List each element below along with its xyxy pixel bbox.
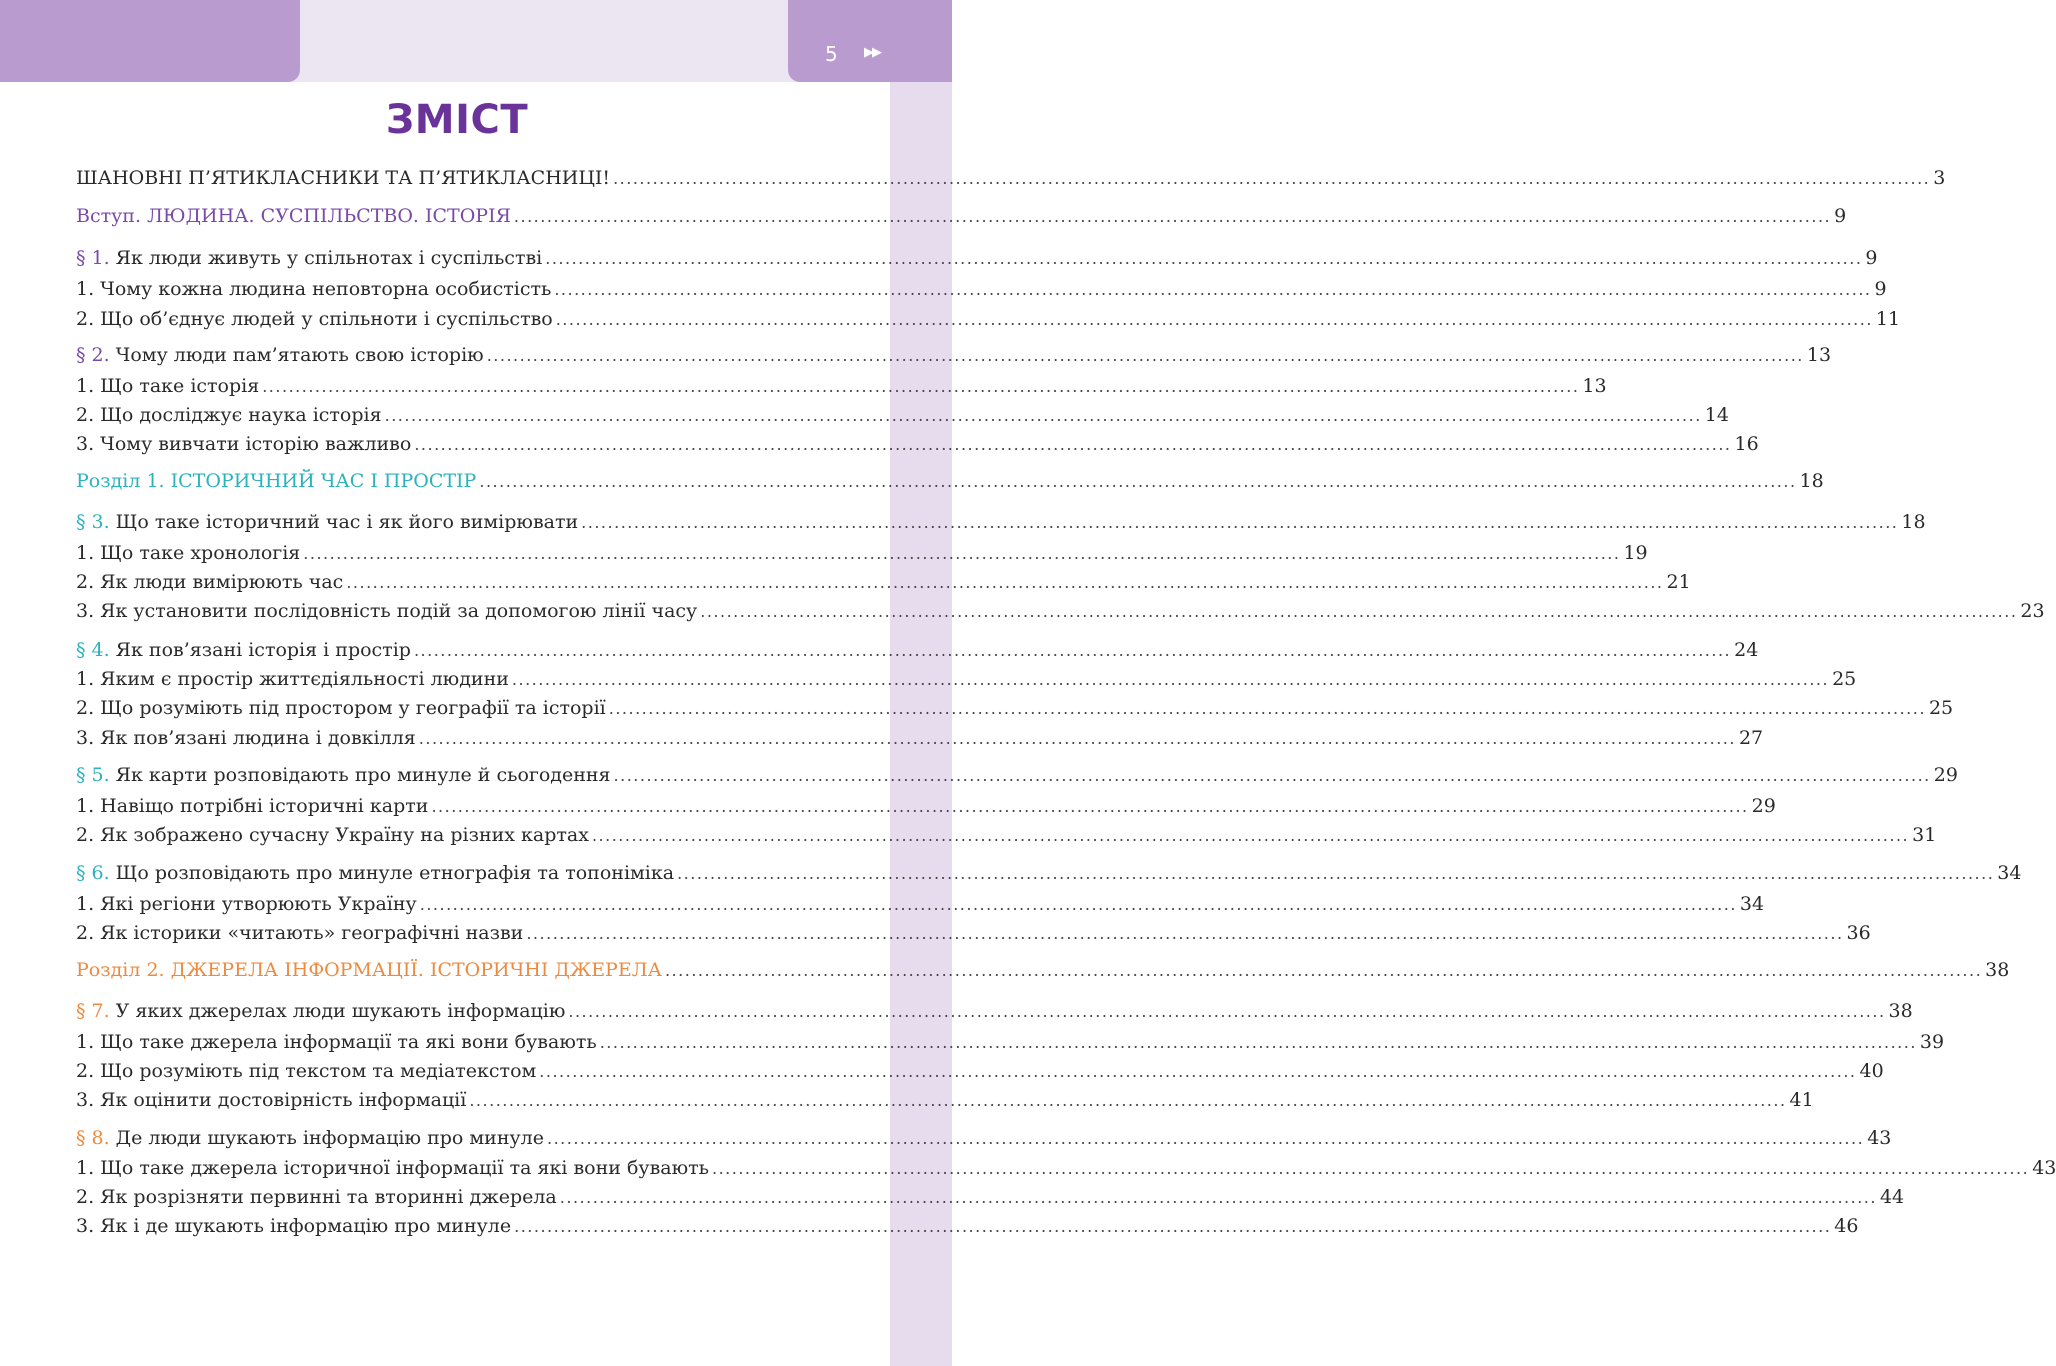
toc-leader-dots: ........................................................................................................................................................................................................ [511, 670, 1830, 689]
toc-entry [76, 761, 1958, 789]
toc-leader-dots: ........................................................................................................................................................................................................ [581, 513, 1899, 532]
toc-entry [76, 1057, 1884, 1085]
toc-entry [76, 568, 1691, 596]
toc-entry-text: 1. Яким є простір життєдіяльності людини [76, 668, 509, 690]
toc-entry-text: 3. Як оцінити достовірність інформації [76, 1089, 467, 1111]
toc-leader-dots: ........................................................................................................................................................................................................ [608, 699, 1926, 718]
toc-page-number: 13 [1806, 344, 1832, 366]
toc-leader-dots: ........................................................................................................................................................................................................ [539, 1062, 1857, 1081]
toc-leader-dots: ........................................................................................................................................................................................................ [568, 1002, 1886, 1021]
toc-entry-title [76, 568, 343, 596]
toc-leader-dots: ........................................................................................................................................................................................................ [599, 1033, 1917, 1052]
toc-page-number: 36 [1846, 922, 1871, 944]
toc-entry-text: 1. Навіщо потрібні історичні карти [76, 795, 429, 817]
toc-entry-text: Як люди живуть у спільнотах і суспільстві [115, 247, 543, 269]
toc-page-number: 11 [1875, 308, 1901, 330]
toc-entry-title [76, 997, 565, 1025]
toc-entry [76, 401, 1729, 429]
toc-leader-dots: ........................................................................................................................................................................................................ [559, 1188, 1877, 1207]
toc-leader-dots: ........................................................................................................................................................................................................ [414, 435, 1732, 454]
toc-leader-dots: ........................................................................................................................................................................................................ [700, 602, 2018, 621]
toc-entry [76, 275, 1887, 303]
toc-entry [76, 919, 1871, 947]
toc-entry-text: 2. Що об’єднує людей у спільноти і суспільство [76, 308, 553, 330]
toc-entry-title [76, 372, 259, 400]
toc-entry [76, 1086, 1814, 1114]
toc-entry-text: 1. Що таке джерела історичної інформації та які вони бувають [76, 1157, 709, 1179]
toc-leader-dots: ........................................................................................................................................................................................................ [547, 1129, 1865, 1148]
toc-entry-prefix: § 6. [76, 862, 110, 884]
toc-entry-title [76, 724, 416, 752]
toc-entry-title [76, 636, 411, 664]
toc-page-number: 34 [1997, 862, 2022, 884]
toc-page-number: 25 [1928, 697, 1954, 719]
toc-entry [76, 724, 1764, 752]
toc-entry [76, 164, 1946, 192]
toc-page-number: 23 [2020, 600, 2045, 622]
toc-entry [76, 372, 1607, 400]
toc-leader-dots: ........................................................................................................................................................................................................ [555, 310, 1873, 329]
toc-entry-title [76, 430, 411, 458]
toc-entry [76, 305, 1901, 333]
header-tab-right [788, 0, 952, 82]
toc-page-number: 24 [1734, 639, 1759, 661]
toc-leader-dots: ........................................................................................................................................................................................................ [431, 797, 1749, 816]
toc-page-number: 18 [1799, 470, 1824, 492]
toc-leader-dots: ........................................................................................................................................................................................................ [554, 280, 1872, 299]
toc-entry [76, 956, 2010, 984]
toc-entry [76, 859, 2022, 887]
toc-entry-text: Чому люди пам’ятають свою історію [115, 344, 484, 366]
toc-entry-text: Розділ 2. ДЖЕРЕЛА ІНФОРМАЦІЇ. ІСТОРИЧНІ ДЖЕРЕЛА [76, 959, 662, 981]
toc-page-number: 34 [1739, 893, 1765, 915]
toc-entry [76, 665, 1857, 693]
toc-leader-dots: ........................................................................................................................................................................................................ [664, 961, 1983, 980]
toc-page-number: 9 [1865, 247, 1878, 269]
toc-entry-title [76, 164, 610, 192]
toc-page-number: 38 [1888, 1000, 1913, 1022]
toc-page-number: 19 [1623, 542, 1648, 564]
toc-entry-title [76, 821, 589, 849]
toc-page-number: 25 [1832, 668, 1857, 690]
toc-entry [76, 1183, 1905, 1211]
toc-entry-text: Розділ 1. ІСТОРИЧНИЙ ЧАС І ПРОСТІР [76, 470, 477, 492]
toc-leader-dots: ........................................................................................................................................................................................................ [677, 864, 1995, 883]
toc-entry-text: Де люди шукають інформацію про минуле [115, 1127, 544, 1149]
toc-page-number: 27 [1738, 727, 1764, 749]
toc-entry-text: 1. Що таке хронологія [76, 542, 301, 564]
toc-entry-text: Як пов’язані історія і простір [115, 639, 411, 661]
toc-entry-text: 1. Що таке джерела інформації та які вони бувають [76, 1031, 597, 1053]
toc-leader-dots: ........................................................................................................................................................................................................ [418, 729, 1736, 748]
toc-leader-dots: ........................................................................................................................................................................................................ [413, 641, 1732, 660]
toc-entry-text: ШАНОВНІ П’ЯТИКЛАСНИКИ ТА П’ЯТИКЛАСНИЦІ! [76, 167, 611, 189]
toc-entry-text: Що розповідають про минуле етнографія та топоніміка [115, 862, 675, 884]
toc-entry-title [76, 694, 606, 722]
toc-entry [76, 1212, 1859, 1240]
toc-leader-dots: ........................................................................................................................................................................................................ [479, 472, 1797, 491]
toc-leader-dots: ........................................................................................................................................................................................................ [486, 346, 1804, 365]
toc-entry [76, 821, 1937, 849]
toc-entry-title [76, 1086, 466, 1114]
toc-entry-title [76, 1212, 511, 1240]
toc-leader-dots: ........................................................................................................................................................................................................ [613, 169, 1931, 188]
toc-entry-prefix: § 7. [76, 1000, 110, 1022]
toc-page-number: 9 [1834, 205, 1847, 227]
toc-entry-text: 2. Як люди вимірюють час [76, 571, 344, 593]
toc-entry-prefix: § 2. [76, 344, 110, 366]
page-number: 5 [825, 42, 838, 66]
toc-entry-title [76, 919, 523, 947]
page-title: ЗМІСТ [385, 97, 529, 143]
toc-entry-text: Що таке історичний час і як його вимірювати [115, 511, 579, 533]
toc-page-number: 29 [1933, 764, 1958, 786]
toc-leader-dots: ........................................................................................................................................................................................................ [591, 826, 1910, 845]
toc-entry [76, 508, 1926, 536]
toc-entry [76, 1124, 1892, 1152]
toc-entry-text: 2. Як історики «читають» географічні назви [76, 922, 524, 944]
toc-leader-dots: ........................................................................................................................................................................................................ [469, 1091, 1787, 1110]
toc-leader-dots: ........................................................................................................................................................................................................ [384, 406, 1702, 425]
toc-entry-text: 2. Що розуміють під простором у географії та історії [76, 697, 606, 719]
toc-entry-text: 3. Як і де шукають інформацію про минуле [76, 1215, 512, 1237]
toc-entry [76, 792, 1776, 820]
toc-entry-text: 2. Як розрізняти первинні та вторинні джерела [76, 1186, 557, 1208]
toc-entry [76, 430, 1759, 458]
toc-entry [76, 1028, 1945, 1056]
toc-page-number: 43 [1867, 1127, 1892, 1149]
toc-leader-dots: ........................................................................................................................................................................................................ [526, 924, 1844, 943]
toc-entry-text: 1. Що таке історія [76, 375, 260, 397]
toc-entry [76, 341, 1832, 369]
toc-page-number: 16 [1734, 433, 1759, 455]
toc-page-number: 3 [1933, 167, 1946, 189]
toc-page-number: 14 [1704, 404, 1729, 426]
toc-page-number: 21 [1666, 571, 1691, 593]
toc-page-number: 29 [1751, 795, 1776, 817]
toc-leader-dots: ........................................................................................................................................................................................................ [419, 895, 1737, 914]
toc-page-number: 31 [1912, 824, 1937, 846]
toc-entry-title [76, 761, 611, 789]
toc-entry-text: 2. Що досліджує наука історія [76, 404, 382, 426]
toc-entry [76, 890, 1765, 918]
toc-entry-title [76, 665, 509, 693]
toc-entry [76, 244, 1878, 272]
toc-entry-text: 3. Чому вивчати історію важливо [76, 433, 412, 455]
toc-entry-text: 3. Як установити послідовність подій за допомогою лінії часу [76, 600, 698, 622]
toc-entry [76, 597, 2045, 625]
double-arrow-right-icon: ▶▶ [864, 45, 880, 60]
toc-entry-title [76, 1124, 544, 1152]
toc-leader-dots: ........................................................................................................................................................................................................ [513, 207, 1832, 226]
toc-leader-dots: ........................................................................................................................................................................................................ [346, 573, 1664, 592]
toc-entry-title [76, 956, 662, 984]
toc-entry-text: 2. Як зображено сучасну Україну на різних картах [76, 824, 589, 846]
toc-page-number: 38 [1985, 959, 2010, 981]
header-tab-left [0, 0, 300, 82]
toc-entry-title [76, 244, 542, 272]
toc-entry-text: Вступ. ЛЮДИНА. СУСПІЛЬСТВО. ІСТОРІЯ [76, 205, 511, 227]
toc-entry [76, 636, 1759, 664]
toc-page-number: 13 [1582, 375, 1607, 397]
toc-page-number: 46 [1834, 1215, 1859, 1237]
toc-page-number: 43 [2032, 1157, 2056, 1179]
toc-entry [76, 202, 1847, 230]
toc-entry [76, 694, 1954, 722]
toc-entry-prefix: § 4. [76, 639, 110, 661]
toc-entry-text: Як карти розповідають про минуле й сьогодення [115, 764, 611, 786]
toc-leader-dots: ........................................................................................................................................................................................................ [545, 249, 1863, 268]
toc-entry-prefix: § 1. [76, 247, 110, 269]
toc-entry-prefix: § 3. [76, 511, 110, 533]
toc-leader-dots: ........................................................................................................................................................................................................ [262, 377, 1580, 396]
toc-entry-title [76, 341, 484, 369]
toc-entry-title [76, 859, 674, 887]
toc-entry-title [76, 539, 300, 567]
toc-entry-text: 1. Чому кожна людина неповторна особистість [76, 278, 552, 300]
toc-entry [76, 997, 1913, 1025]
toc-entry-title [76, 597, 697, 625]
toc-entry-prefix: § 8. [76, 1127, 110, 1149]
toc-entry-title [76, 467, 476, 495]
toc-entry-text: 1. Які регіони утворюють Україну [76, 893, 417, 915]
toc-entry-title [76, 508, 578, 536]
toc-entry-title [76, 890, 417, 918]
toc-entry [76, 467, 1824, 495]
toc-leader-dots: ........................................................................................................................................................................................................ [303, 544, 1621, 563]
toc-leader-dots: ........................................................................................................................................................................................................ [613, 766, 1931, 785]
toc-page-number: 9 [1874, 278, 1887, 300]
toc-entry-prefix: § 5. [76, 764, 110, 786]
toc-page-number: 39 [1919, 1031, 1945, 1053]
toc-leader-dots: ........................................................................................................................................................................................................ [712, 1159, 2030, 1178]
toc-page-number: 44 [1879, 1186, 1905, 1208]
toc-page-number: 40 [1859, 1060, 1884, 1082]
toc-page-number: 18 [1901, 511, 1926, 533]
toc-entry-text: 3. Як пов’язані людина і довкілля [76, 727, 416, 749]
toc-entry-title [76, 401, 382, 429]
toc-entry-title [76, 1028, 597, 1056]
toc-entry-text: У яких джерелах люди шукають інформацію [115, 1000, 566, 1022]
toc-page-number: 41 [1789, 1089, 1814, 1111]
toc-entry-text: 2. Що розуміють під текстом та медіатекстом [76, 1060, 537, 1082]
toc-entry-title [76, 305, 553, 333]
toc-entry-title [76, 1057, 536, 1085]
toc-entry [76, 539, 1648, 567]
toc-leader-dots: ........................................................................................................................................................................................................ [514, 1217, 1832, 1236]
toc-entry-title [76, 1154, 709, 1182]
toc-entry-title [76, 275, 551, 303]
toc-entry-title [76, 1183, 557, 1211]
toc-entry-title [76, 202, 511, 230]
toc-entry [76, 1154, 2056, 1182]
toc-entry-title [76, 792, 428, 820]
